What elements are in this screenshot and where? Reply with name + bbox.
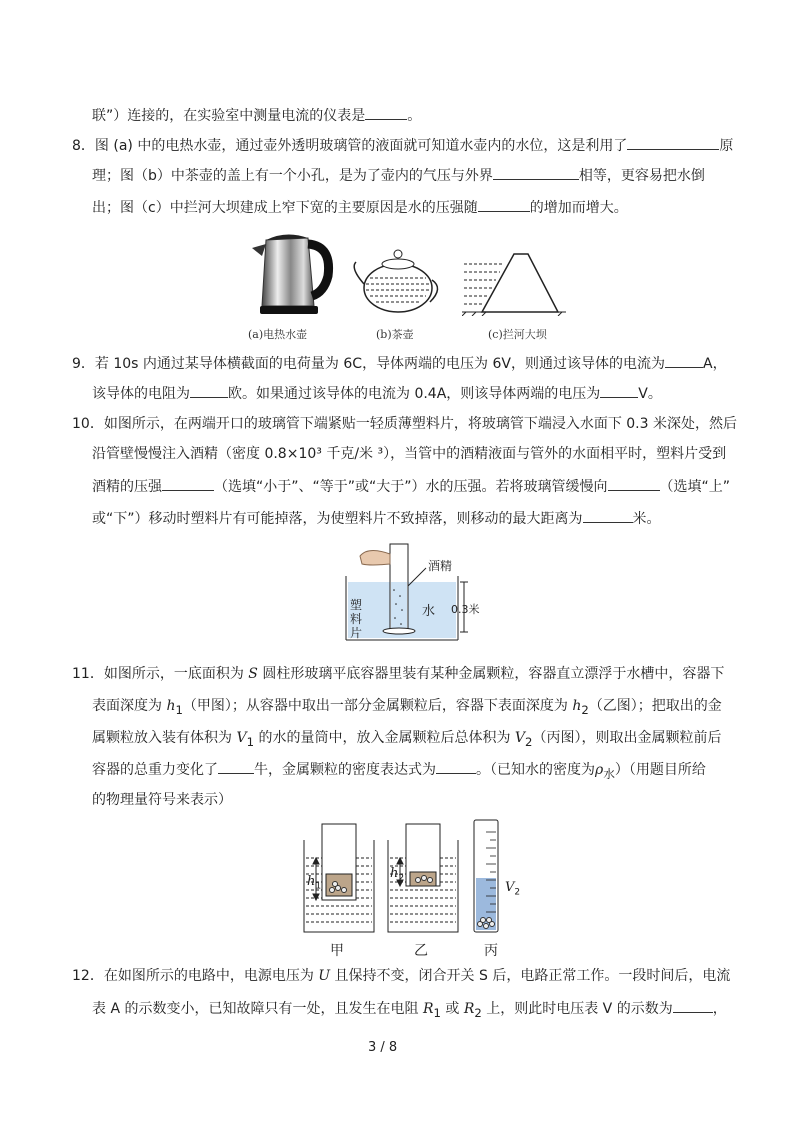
q10-line1: 10．如图所示，在两端开口的玻璃管下端紧贴一轻质薄塑料片，将玻璃管下端浸入水面下 0.3 米深处，然后 xyxy=(72,416,737,432)
q11-line4: 容器的总重力变化了 牛，金属颗粒的密度表达式为 。（已知水的密度为$\rho_水$）（用题目所给 xyxy=(92,759,706,784)
page-number: 3 / 8 xyxy=(368,1040,398,1055)
q10-line3: 酒精的压强 （选填“小于”、“等于”或“大于”）水的压强。若将玻璃管缓慢向 （选填“上” xyxy=(92,476,730,497)
label-depth: 0.3米 xyxy=(451,603,480,616)
q9-line2: 该导体的电阻为 欧。如果通过该导体的电流为 0.4A，则该导体两端的电压为 V。 xyxy=(92,383,662,404)
q7-tail: 联”）连接的，在实验室中测量电流的仪表是 。 xyxy=(92,105,421,126)
q11-line2: 表面深度为 $h_1$（甲图）；从容器中取出一部分金属颗粒后，容器下表面深度为 $h_2$（乙图）；把取出的金 xyxy=(92,698,722,717)
q12-line2: 表 A 的示数变小，已知故障只有一处，且发生在电阻 $R_1$ 或 $R_2$ 上，则此时电压表 V 的示数为 ， xyxy=(92,998,727,1023)
label-water: 水 xyxy=(422,604,436,619)
answer-blank[interactable] xyxy=(493,165,579,180)
answer-blank[interactable] xyxy=(478,197,530,212)
caption-dam: (c)拦河大坝 xyxy=(488,328,547,341)
answer-blank[interactable] xyxy=(627,135,719,150)
answer-blank[interactable] xyxy=(162,476,214,491)
label-v2: $V_2$ xyxy=(505,880,521,898)
caption-kettle: (a)电热水壶 xyxy=(248,328,308,341)
caption-jia: 甲 xyxy=(330,943,344,959)
answer-blank[interactable] xyxy=(673,998,713,1013)
answer-blank[interactable] xyxy=(583,508,633,523)
q10-line4: 或“下”）移动时塑料片有可能掉落，为使塑料片不致掉落，则移动的最大距离为 米。 xyxy=(92,508,661,529)
caption-bing: 丙 xyxy=(484,943,498,959)
q8-line3: 出；图（c）中拦河大坝建成上窄下宽的主要原因是水的压强随 的增加而增大。 xyxy=(92,197,628,218)
label-plastic: 塑料片 xyxy=(350,598,363,640)
label-alcohol: 酒精 xyxy=(428,559,453,573)
answer-blank[interactable] xyxy=(608,476,660,491)
caption-teapot: (b)茶壶 xyxy=(376,328,414,341)
q10-line2: 沿管壁慢慢注入酒精（密度 0.8×10³ 千克/米 ³），当管中的酒精液面与管外的水面相平时，塑料片受到 xyxy=(92,446,727,462)
label-h2: $h_2$ xyxy=(390,866,405,884)
q11-line1: 11．如图所示，一底面积为 S 圆柱形玻璃平底容器里装有某种金属颗粒，容器直立漂浮于水槽中，容器下 xyxy=(72,666,725,682)
answer-blank[interactable] xyxy=(665,353,703,368)
q9-line1: 9．若 10s 内通过某导体横截面的电荷量为 6C，导体两端的电压为 6V，则通过该导体的电流为 A， xyxy=(72,353,727,374)
q11-line5: 的物理量符号来表示） xyxy=(92,792,232,808)
kettle-figure xyxy=(248,226,338,318)
q8-line1: 8．图 (a) 中的电热水壶，通过壶外透明玻璃管的液面就可知道水壶内的水位，这是利用了 原 xyxy=(72,135,733,156)
caption-yi: 乙 xyxy=(414,943,428,959)
dam-figure xyxy=(462,246,566,316)
q8-line2: 理；图（b）中茶壶的盖上有一个小孔，是为了壶内的气压与外界 相等，更容易把水倒 xyxy=(92,165,705,186)
q12-line1: 12．在如图所示的电路中，电源电压为 U 且保持不变，闭合开关 S 后，电路正常工作。一段时间后，电流 xyxy=(72,968,731,984)
answer-blank[interactable] xyxy=(190,383,228,398)
label-h1: $h_1$ xyxy=(307,874,322,892)
q11-line3: 属颗粒放入装有体积为 $V_1$ 的水的量筒中，放入金属颗粒后总体积为 $V_2$（丙图），则取出金属颗粒前后 xyxy=(92,730,722,749)
answer-blank[interactable] xyxy=(600,383,638,398)
answer-blank[interactable] xyxy=(218,759,254,774)
containers-figure xyxy=(300,818,520,938)
answer-blank[interactable] xyxy=(365,105,407,120)
teapot-figure xyxy=(350,244,440,318)
answer-blank[interactable] xyxy=(436,759,476,774)
